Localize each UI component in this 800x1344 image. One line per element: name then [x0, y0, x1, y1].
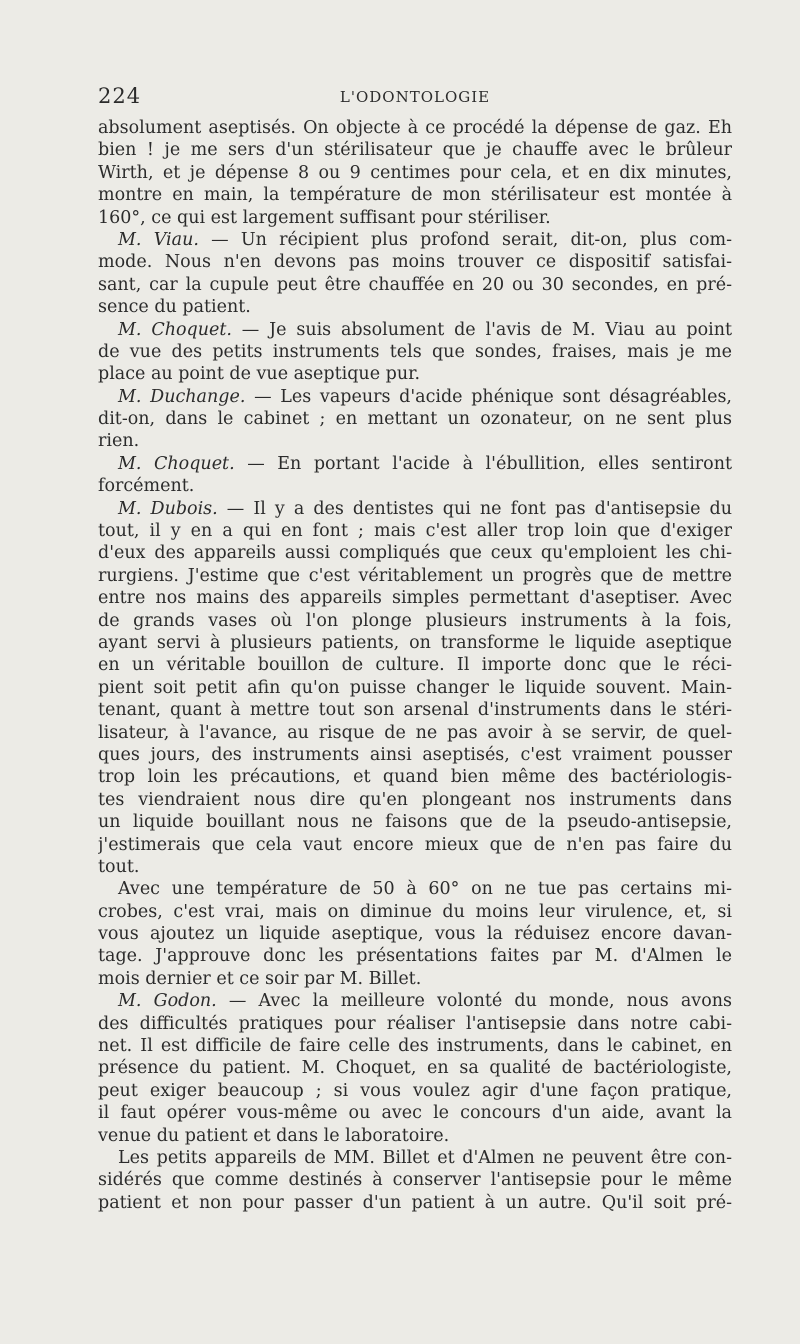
- line-text: sant, car la cupule peut être chauffée en 20 ou 30 secondes, en pré-: [98, 274, 732, 295]
- line-text: tage. J'approuve donc les présentations faites par M. d'Almen le: [98, 946, 732, 967]
- text-line: [98, 363, 732, 385]
- text-line: [98, 834, 732, 856]
- page-header: [98, 84, 732, 112]
- text-line: [98, 610, 732, 632]
- line-text: — Je suis absolument de l'avis de M. Viau au point: [231, 319, 732, 340]
- line-text: des difficultés pratiques pour réaliser l'antisepsie dans notre cabi-: [98, 1013, 732, 1034]
- line-text: tout.: [98, 856, 140, 877]
- line-text: mode. Nous n'en devons pas moins trouver ce dispositif satisfai-: [98, 252, 732, 273]
- speaker-name: M. Viau.: [118, 229, 199, 250]
- line-text: de grands vases où l'on plonge plusieurs instruments à la fois,: [98, 610, 732, 631]
- text-line: [98, 945, 732, 967]
- line-text: montre en main, la température de mon stérilisateur est montée à: [98, 185, 732, 206]
- line-text: sence du patient.: [98, 297, 251, 318]
- text-line: [98, 1102, 732, 1124]
- line-text: patient et non pour passer d'un patient à un autre. Qu'il soit pré-: [98, 1192, 732, 1213]
- text-line: [98, 430, 732, 452]
- line-text: venue du patient et dans le laboratoire.: [98, 1125, 450, 1146]
- line-text: — Les vapeurs d'acide phénique sont désagréables,: [245, 386, 732, 407]
- text-line: [98, 117, 732, 139]
- text-line: [98, 811, 732, 833]
- line-text: il faut opérer vous-même ou avec le concours d'un aide, avant la: [98, 1103, 732, 1124]
- text-line: [98, 207, 732, 229]
- line-text: absolument aseptisés. On objecte à ce procédé la dépense de gaz. Eh: [98, 118, 732, 138]
- text-line: [98, 386, 732, 408]
- line-text: Les petits appareils de MM. Billet et d'Almen ne peuvent être con-: [118, 1147, 732, 1168]
- line-text: un liquide bouillant nous ne faisons que de la pseudo-antisepsie,: [98, 812, 732, 833]
- page-number: 224: [98, 84, 142, 108]
- text-line: [98, 789, 732, 811]
- text-line: [98, 341, 732, 363]
- line-text: ques jours, des instruments ainsi aseptisés, c'est vraiment pousser: [98, 744, 732, 765]
- text-line: [98, 296, 732, 318]
- text-line: [98, 229, 732, 251]
- speaker-name: M. Choquet.: [118, 453, 235, 474]
- text-line: [98, 1035, 732, 1057]
- text-line: [98, 1057, 732, 1079]
- line-text: tenant, quant à mettre tout son arsenal d'instruments dans le stéri-: [98, 700, 732, 721]
- speaker-name: M. Duchange.: [118, 386, 246, 407]
- text-line: [98, 677, 732, 699]
- line-text: — Il y a des dentistes qui ne font pas d'antisepsie du: [217, 498, 732, 519]
- line-text: Wirth, et je dépense 8 ou 9 centimes pour cela, et en dix minutes,: [98, 162, 732, 183]
- text-line: [98, 968, 732, 990]
- running-title: L'ODONTOLOGIE: [339, 88, 491, 106]
- text-line: [98, 520, 732, 542]
- text-line: [98, 654, 732, 676]
- line-text: de vue des petits instruments tels que sondes, fraises, mais je me: [98, 341, 732, 362]
- text-line: [98, 766, 732, 788]
- line-text: tes viendraient nous dire qu'en plongeant nos instruments dans: [98, 789, 732, 810]
- line-text: tout, il y en a qui en font ; mais c'est aller trop loin que d'exiger: [98, 521, 732, 542]
- text-line: [98, 722, 732, 744]
- line-text: rien.: [98, 431, 140, 452]
- text-line: [98, 162, 732, 184]
- line-text: mois dernier et ce soir par M. Billet.: [98, 968, 422, 989]
- text-line: [98, 1013, 732, 1035]
- line-text: j'estimerais que cela vaut encore mieux que de n'en pas faire du: [98, 834, 732, 855]
- line-text: vous ajoutez un liquide aseptique, vous la réduisez encore davan-: [98, 924, 732, 945]
- line-text: peut exiger beaucoup ; si vous voulez agir d'une façon pratique,: [98, 1080, 732, 1101]
- line-text: — Un récipient plus profond serait, dit-on, plus com-: [198, 229, 732, 250]
- line-text: présence du patient. M. Choquet, en sa qualité de bactériologiste,: [98, 1058, 732, 1079]
- text-line: [98, 542, 732, 564]
- text-line: [98, 632, 732, 654]
- line-text: rurgiens. J'estime que c'est véritablement un progrès que de mettre: [98, 565, 732, 586]
- line-text: net. Il est difficile de faire celle des instruments, dans le cabinet, en: [98, 1036, 732, 1057]
- speaker-name: M. Godon.: [118, 991, 217, 1012]
- text-line: [98, 901, 732, 923]
- text-line: [98, 498, 732, 520]
- text-line: [98, 923, 732, 945]
- text-line: [98, 699, 732, 721]
- body-text: [98, 117, 732, 1214]
- line-text: en un véritable bouillon de culture. Il importe donc que le réci-: [98, 655, 732, 676]
- line-text: pient soit petit afin qu'on puisse changer le liquide souvent. Main-: [98, 677, 732, 698]
- text-line: [98, 990, 732, 1012]
- line-text: entre nos mains des appareils simples permettant d'aseptiser. Avec: [98, 588, 732, 609]
- text-line: [98, 274, 732, 296]
- text-line: [98, 1169, 732, 1191]
- line-text: — En portant l'acide à l'ébullition, elles sentiront: [234, 453, 732, 474]
- line-text: ayant servi à plusieurs patients, on transforme le liquide aseptique: [98, 632, 732, 653]
- line-text: — Avec la meilleure volonté du monde, nous avons: [216, 991, 732, 1012]
- text-line: [98, 856, 732, 878]
- line-text: trop loin les précautions, et quand bien même des bactériologis-: [98, 767, 732, 788]
- text-line: [98, 1192, 732, 1214]
- text-line: [98, 251, 732, 273]
- speaker-name: M. Choquet.: [118, 319, 232, 340]
- line-text: sidérés que comme destinés à conserver l'antisepsie pour le même: [98, 1170, 732, 1191]
- line-text: 160°, ce qui est largement suffisant pour stériliser.: [98, 207, 551, 228]
- line-text: Avec une température de 50 à 60° on ne tue pas certains mi-: [118, 879, 732, 900]
- text-line: [98, 184, 732, 206]
- line-text: lisateur, à l'avance, au risque de ne pas avoir à se servir, de quel-: [98, 722, 732, 743]
- text-line: [98, 565, 732, 587]
- text-line: [98, 1147, 732, 1169]
- text-line: [98, 744, 732, 766]
- text-line: [98, 878, 732, 900]
- text-line: [98, 319, 732, 341]
- line-text: forcément.: [98, 476, 195, 497]
- line-text: bien ! je me sers d'un stérilisateur que je chauffe avec le brûleur: [98, 140, 732, 161]
- text-line: [98, 139, 732, 161]
- text-line: [98, 1125, 732, 1147]
- speaker-name: M. Dubois.: [118, 498, 218, 519]
- text-line: [98, 587, 732, 609]
- text-line: [98, 1080, 732, 1102]
- text-line: [98, 475, 732, 497]
- line-text: crobes, c'est vrai, mais on diminue du moins leur virulence, et, si: [98, 901, 732, 922]
- line-text: d'eux des appareils aussi compliqués que ceux qu'emploient les chi-: [98, 543, 732, 564]
- line-text: dit-on, dans le cabinet ; en mettant un ozonateur, on ne sent plus: [98, 409, 732, 430]
- text-line: [98, 453, 732, 475]
- text-line: [98, 408, 732, 430]
- line-text: place au point de vue aseptique pur.: [98, 364, 421, 385]
